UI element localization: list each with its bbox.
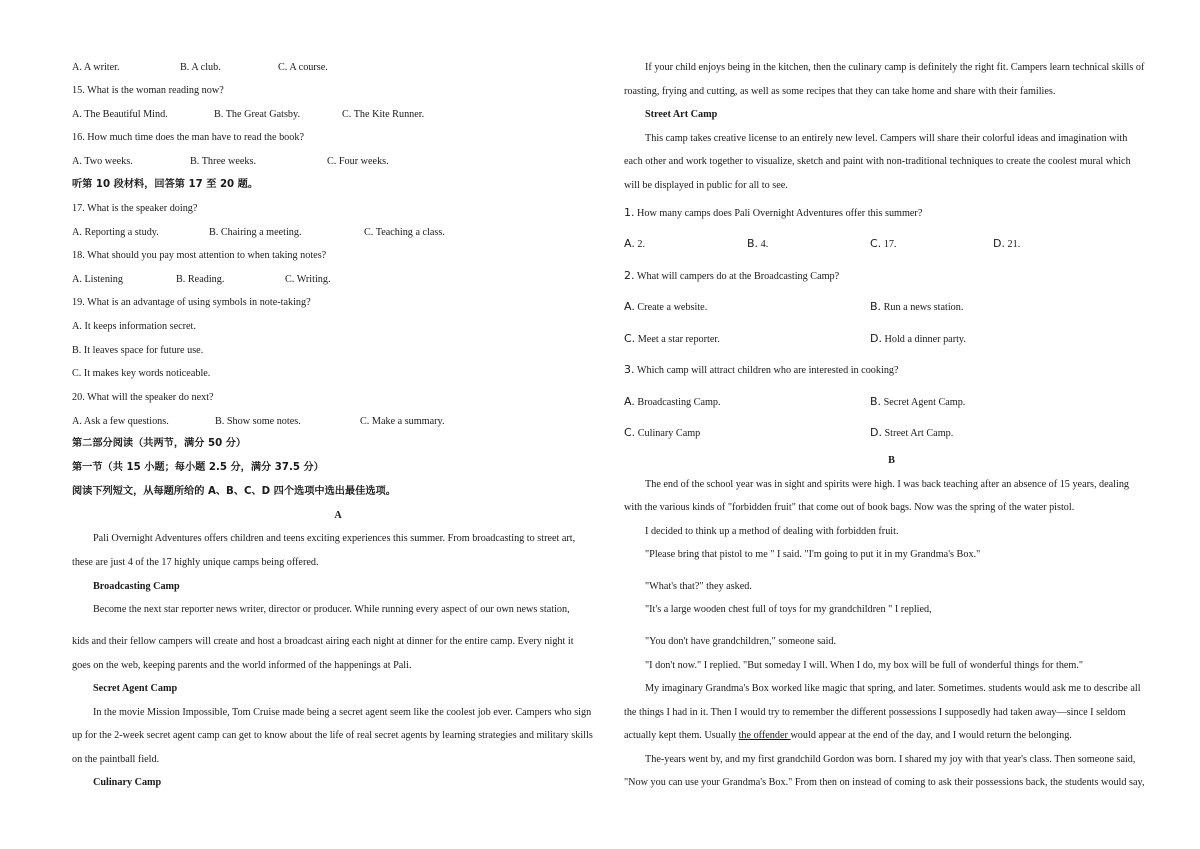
broadcasting-line-1: Become the next star reporter news writer, director or producer. While running every aspect of our own news station, <box>93 604 570 615</box>
question-20: 20. What will the speaker do next? <box>72 392 214 403</box>
q1-option-c-text: 17. <box>881 239 897 250</box>
q16-option-b: B. Three weeks. <box>190 156 257 167</box>
question-15: 15. What is the woman reading now? <box>72 85 224 96</box>
q1-option-a-letter: A. <box>624 237 635 250</box>
passage-b-line-9: My imaginary Grandma's Box worked like magic that spring, and later. Sometimes. students would ask me to describe all <box>645 683 1141 694</box>
q2-option-a-letter: A. <box>624 300 635 313</box>
passage-b-line-1: The end of the school year was in sight and spirits were high. I was back teaching after an absence of 15 years, dealing <box>645 479 1130 490</box>
q1-option-d-text: 21. <box>1004 239 1021 250</box>
q19-option-c: C. It makes key words noticeable. <box>72 368 211 379</box>
q14-option-a: A. A writer. <box>72 62 120 73</box>
passage-b-line-8: "I don't now." I replied. "But someday I will. When I do, my box will be full of wonderful things for them." <box>645 660 1084 671</box>
passage-b-line-5: "What's that?" they asked. <box>645 581 752 592</box>
question-2 <box>624 269 839 283</box>
q3-option-a <box>624 395 721 409</box>
street-art-line-1: This camp takes creative license to an entirely new level. Campers will share their colorful ideas and imagination with <box>645 133 1128 144</box>
q17-option-a: A. Reporting a study. <box>72 227 159 238</box>
q19-option-b: B. It leaves space for future use. <box>72 345 204 356</box>
passage-a-para-1-line-2: these are just 4 of the 17 highly unique camps being offered. <box>72 557 319 568</box>
q1-option-d <box>993 237 1020 251</box>
q3-option-b-text: Secret Agent Camp. <box>881 397 966 408</box>
q20-option-a: A. Ask a few questions. <box>72 416 169 427</box>
q1-option-a-text: 2. <box>634 239 646 250</box>
q16-option-a: A. Two weeks. <box>72 156 133 167</box>
q2-option-d <box>870 332 966 346</box>
q3-option-a-text: Broadcasting Camp. <box>634 397 721 408</box>
q3-option-c-letter: C. <box>624 426 636 439</box>
passage-b-line-11 <box>624 729 1072 742</box>
underlined-phrase-the-offender: the offender <box>738 730 791 741</box>
q3-option-d <box>870 426 953 440</box>
section-1-heading: 第一节（共 15 小题；每小题 2.5 分，满分 37.5 分） <box>72 462 324 473</box>
broadcasting-camp-heading: Broadcasting Camp <box>93 581 180 592</box>
passage-b-line-12: The-years went by, and my first grandchild Gordon was born. I shared my joy with that year's class. Then someone said, <box>645 754 1136 765</box>
reading-instructions: 阅读下列短文，从每题所给的 A、B、C、D 四个选项中选出最佳选项。 <box>72 486 396 497</box>
q3-option-d-text: Street Art Camp. <box>881 428 954 439</box>
question-2-text: What will campers do at the Broadcasting Camp? <box>634 271 840 282</box>
passage-b-line-10: the things I had in it. Then I would try to remember the different possessions I supposedly had taken away—since I seldom <box>624 707 1126 718</box>
q18-option-c: C. Writing. <box>285 274 331 285</box>
q19-option-a: A. It keeps information secret. <box>72 321 196 332</box>
q15-option-a: A. The Beautiful Mind. <box>72 109 168 120</box>
q18-option-b: B. Reading. <box>176 274 225 285</box>
secret-agent-camp-heading: Secret Agent Camp <box>93 683 178 694</box>
part-2-heading: 第二部分阅读（共两节，满分 50 分） <box>72 438 247 449</box>
question-16: 16. How much time does the man have to read the book? <box>72 132 304 143</box>
passage-b-line-2: with the various kinds of "forbidden fruit" that come out of book bags. Now was the spring of the water pistol. <box>624 502 1075 513</box>
culinary-line-1: If your child enjoys being in the kitchen, then the culinary camp is definitely the right fit. Campers learn technical skills of <box>645 62 1145 73</box>
q14-option-c: C. A course. <box>278 62 328 73</box>
q18-option-a: A. Listening <box>72 274 123 285</box>
passage-b-line-6: "It's a large wooden chest full of toys for my grandchildren " I replied, <box>645 604 932 615</box>
question-18: 18. What should you pay most attention to when taking notes? <box>72 250 327 261</box>
q1-option-a <box>624 237 645 251</box>
question-3-number: 3. <box>624 363 635 376</box>
secret-agent-line-1: In the movie Mission Impossible, Tom Cruise made being a secret agent seem like the coolest job ever. Campers who sign <box>93 707 592 718</box>
street-art-line-2: each other and work together to visualize, sketch and paint with non-traditional techniques to create the coolest mural which <box>624 156 1131 167</box>
secret-agent-line-2: up for the 2-week secret agent camp can get to know about the life of real secret agents by learning strategies and military skills <box>72 730 593 741</box>
q2-option-c <box>624 332 720 346</box>
question-1-number: 1. <box>624 206 635 219</box>
section-10-heading: 听第 10 段材料，回答第 17 至 20 题。 <box>72 179 259 190</box>
q2-option-b-letter: B. <box>870 300 882 313</box>
q15-option-b: B. The Great Gatsby. <box>214 109 301 120</box>
question-3-text: Which camp will attract children who are interested in cooking? <box>634 365 899 376</box>
question-1-text: How many camps does Pali Overnight Adventures offer this summer? <box>634 208 923 219</box>
street-art-line-3: will be displayed in public for all to see. <box>624 180 788 191</box>
broadcasting-line-3: goes on the web, keeping parents and the world informed of the happenings at Pali. <box>72 660 412 671</box>
question-17: 17. What is the speaker doing? <box>72 203 198 214</box>
passage-b-line-11-start: actually kept them. Usually <box>624 730 739 741</box>
q2-option-d-text: Hold a dinner party. <box>881 334 966 345</box>
q17-option-c: C. Teaching a class. <box>364 227 445 238</box>
q3-option-b-letter: B. <box>870 395 882 408</box>
passage-b-line-11-end: would appear at the end of the day, and I would return the belonging. <box>790 730 1072 741</box>
q3-option-c <box>624 426 700 440</box>
passage-b-line-4: "Please bring that pistol to me " I said. "I'm going to put it in my Grandma's Box." <box>645 549 981 560</box>
q3-option-d-letter: D. <box>870 426 882 439</box>
q2-option-c-letter: C. <box>624 332 636 345</box>
street-art-camp-heading: Street Art Camp <box>645 109 718 120</box>
q1-option-c <box>870 237 896 251</box>
q3-option-c-text: Culinary Camp <box>635 428 701 439</box>
q1-option-b <box>747 237 768 251</box>
passage-b-line-3: I decided to think up a method of dealing with forbidden fruit. <box>645 526 899 537</box>
question-2-number: 2. <box>624 269 635 282</box>
q2-option-b-text: Run a news station. <box>881 302 964 313</box>
q2-option-c-text: Meet a star reporter. <box>635 334 720 345</box>
culinary-line-2: roasting, frying and cutting, as well as some recipes that they can take home and share with their families. <box>624 86 1056 97</box>
passage-b-line-7: "You don't have grandchildren," someone said. <box>645 636 837 647</box>
q3-option-a-letter: A. <box>624 395 635 408</box>
q1-option-d-letter: D. <box>993 237 1005 250</box>
secret-agent-line-3: on the paintball field. <box>72 754 160 765</box>
q2-option-b <box>870 300 963 314</box>
q3-option-b <box>870 395 965 409</box>
q20-option-c: C. Make a summary. <box>360 416 445 427</box>
broadcasting-line-2: kids and their fellow campers will create and host a broadcast airing each night at dinner for the entire camp. Every night it <box>72 636 574 647</box>
culinary-camp-heading: Culinary Camp <box>93 777 162 788</box>
passage-b-title: B <box>888 455 895 466</box>
q2-option-d-letter: D. <box>870 332 882 345</box>
q2-option-a-text: Create a website. <box>634 302 708 313</box>
passage-b-line-13: "Now you can use your Grandma's Box." From then on instead of coming to ask their possessions back, the students would say, <box>624 777 1145 788</box>
q15-option-c: C. The Kite Runner. <box>342 109 425 120</box>
q1-option-c-letter: C. <box>870 237 882 250</box>
question-3 <box>624 363 899 377</box>
q20-option-b: B. Show some notes. <box>215 416 301 427</box>
q16-option-c: C. Four weeks. <box>327 156 389 167</box>
passage-a-title: A <box>334 510 342 521</box>
q17-option-b: B. Chairing a meeting. <box>209 227 302 238</box>
q2-option-a <box>624 300 707 314</box>
q1-option-b-text: 4. <box>758 239 769 250</box>
question-1 <box>624 206 922 220</box>
question-19: 19. What is an advantage of using symbols in note-taking? <box>72 297 311 308</box>
passage-a-para-1-line-1: Pali Overnight Adventures offers children and teens exciting experiences this summer. From broadcasting to street art, <box>93 533 576 544</box>
q14-option-b: B. A club. <box>180 62 221 73</box>
q1-option-b-letter: B. <box>747 237 759 250</box>
